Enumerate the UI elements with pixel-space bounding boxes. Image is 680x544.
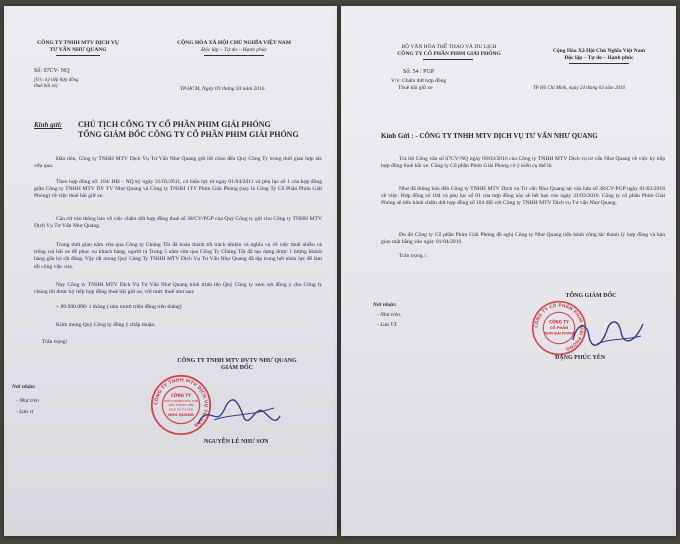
right-date-line: TP Hồ Chí Minh, ngày 24 tháng 03 năm 2016: [533, 86, 625, 91]
right-doc-number: Số: 54 / PGP: [403, 69, 435, 75]
right-signer-name: ĐẶNG PHÚC YÊN: [555, 355, 606, 361]
right-paragraph-2: Như đã thông báo đến Công ty TNHH MTV Dịch vụ Tư vấn Như Quang tại văn bản số 38/CV-PGP ngày 01/03/2016 về việc: Hợp đồng số 104 và phụ lục số 01 của hợp đồng này sẽ hết hạn vào ngày 31/03/2016. Công ty cổ phần Phim Giải Phóng sẽ tiến hành chấm dứt hợp đồng số 104 đối với Công ty TNHH MTV Dịch vụ Tư vấn Như Quang.: [381, 186, 665, 207]
left-nation-line2: Độc lập – Tự do – Hạnh phúc: [201, 46, 267, 53]
left-paragraph-4: Trong thời gian năm vừa qua Công ty Chúng Tôi đã hoàn thành tốt trách nhiệm và nghĩa vụ về việc thuê nhiều và trông coi bãi xe để phục vụ khách hàng, người ra Trung 5 năm vừa qua Công Ty Chúng Tôi đã tạo dựng được 1 lượng khách hàng gắn bó rất đông. Vậy rất mong Quý Công Ty TNHH MTV Dịch Vụ Tư Vấn Như Quang đã tập trung hết nhân lực để làm tốt công việc này.: [34, 242, 322, 270]
right-org-underline: [423, 59, 473, 60]
left-paragraph-1: Đầu tiên, Công ty TNHH MTV Dịch Vụ Tư Vấn Như Quang gửi lời chào đến Quý Công Ty trong thời gian hợp tác vừa qua.: [34, 156, 322, 170]
right-nation-underline: [569, 63, 629, 64]
right-stamp-inner-2: CỔ PHẦN: [549, 326, 569, 331]
right-noi-nhan-list: [377, 312, 401, 328]
left-paragraph-6: + 80.000.000/ 1 tháng ( tám mươi triệu đồng trên tháng): [56, 304, 182, 310]
left-paragraph-8: Trân trọng!: [42, 339, 68, 345]
left-org-underline: [56, 55, 100, 56]
left-nation-line1: CỘNG HÒA XÃ HỘI CHỦ NGHĨA VIỆT NAM: [177, 40, 291, 46]
right-noi-nhan-item-2: - Lưu VT.: [377, 321, 398, 328]
left-paragraph-2: Theo hợp đồng số: 104/ HĐ – NQ ký ngày 31/03/2011, có hiệu lực từ ngày 01/04/2011 và phụ lục số 1 của hợp đồng giữa Công ty TNHH MTV DV TV Như Quang và Công ty TNHH 1TV Phim Giải Phóng (nay là Công Ty Cổ Phần Phim Giải Phóng) về việc thuê bãi giữ xe.: [34, 179, 322, 200]
left-signer-name: NGUYỄN LÊ NHƯ SƠN: [204, 439, 269, 445]
right-paragraph-3: Do đó Công ty Cổ phần Phim Giải Phóng đề nghị Công ty Như Quang tiến hành công tác thanh lý hợp đồng và bàn giao mặt bằng vào ngày 01/04/2016.: [381, 232, 665, 246]
left-letter-page: [4, 6, 337, 536]
left-date-line: TP.HCM, Ngày 09 tháng 03 năm 2016: [180, 86, 265, 92]
right-org-header: [379, 44, 519, 57]
left-recipient-line1: CHỦ TỊCH CÔNG TY CỔ PHẦN PHIM GIẢI PHÓNG: [78, 120, 271, 129]
right-kinh-gui: Kính Gửi : - CÔNG TY TNHH MTV DỊCH VỤ TƯ VẤN NHƯ QUANG: [381, 132, 598, 140]
right-noi-nhan-item-1: - Như trên.: [377, 312, 402, 318]
left-nation-underline: [204, 55, 264, 56]
left-recipients: [78, 120, 328, 139]
right-signer-title: TỔNG GIÁM ĐỐC: [565, 293, 617, 299]
left-kinh-gui-label: Kính gửi:: [34, 121, 63, 129]
right-paragraph-4: Trân trọng./.: [399, 253, 427, 259]
right-stamp-inner-3: PHIM GIẢI PHÓNG: [543, 331, 575, 336]
left-noi-nhan-item-2: - Lưu vt: [16, 408, 34, 415]
left-doc-number: Số: 07CV- NQ: [34, 68, 70, 74]
left-signer-org: CÔNG TY TNHH MTV DVTV NHƯ QUANG: [177, 358, 297, 364]
right-stamp-ring-text: CÔNG TY CỔ PHẦN PHIM GIẢI PHÓNG: [534, 303, 584, 352]
left-stamp-inner-3: MỘT THÀNH VIÊN: [168, 403, 194, 408]
right-letter-page: [341, 6, 676, 536]
right-ministry-line: BỘ VĂN HÓA THỂ THAO VÀ DU LỊCH: [401, 44, 497, 50]
left-doc-subject-line1: (V/v: ký tiếp hợp đồng: [34, 78, 79, 83]
left-recipient-line2: TỔNG GIÁM ĐỐC CÔNG TY CỔ PHẦN PHIM GIẢI PHÓNG: [78, 129, 299, 139]
left-doc-subject: [34, 78, 114, 90]
left-signature: [194, 394, 284, 434]
left-stamp-inner-1: CÔNG TY: [170, 392, 192, 398]
left-doc-subject-line2: thuê bãi xe): [34, 84, 58, 90]
right-org-line: CÔNG TY CỔ PHẦN PHIM GIẢI PHÓNG: [397, 50, 501, 57]
left-signer-title: GIÁM ĐỐC: [221, 365, 253, 371]
right-nation-header: [529, 48, 669, 61]
left-noi-nhan-list: [16, 398, 39, 415]
right-nation-line2: Độc lập – Tự do – Hạnh phúc: [564, 54, 634, 61]
right-noi-nhan-label: Nơi nhận:: [373, 302, 397, 308]
left-org-line2: TƯ VẤN NHƯ QUANG: [49, 46, 107, 53]
left-paragraph-7: Kính mong Quý Công ty đồng ý chấp thuận.: [56, 322, 156, 328]
left-org-header: [18, 40, 138, 53]
right-doc-subject-line2: Thuê bãi giữ xe: [398, 84, 433, 91]
left-stamp-inner-4: DỊCH VỤ TƯ VẤN: [168, 407, 194, 412]
left-stamp-inner-2: TRÁCH NHIỆM HỮU HẠN: [163, 398, 199, 403]
left-paragraph-3: Căn cứ vào thông báo về việc chấm dứt hợp đồng thuê số 38/CV/PGP của Quý Công ty gửi cho Công ty TNHH MTV Dịch Vụ Tư Vấn Như Quang.: [34, 216, 322, 230]
right-signature: [567, 312, 647, 352]
right-doc-subject: [391, 78, 491, 91]
left-noi-nhan-label: Nơi nhận:: [12, 384, 36, 390]
right-nation-line1: Cộng Hòa Xã Hội Chủ Nghĩa Việt Nam: [552, 48, 646, 54]
left-stamp-ring-text: CÔNG TY TNHH MTV DỊCH VỤ TƯ VẤN: [154, 378, 208, 428]
left-noi-nhan-item-1: - Như trên: [16, 398, 39, 404]
left-nation-header: [144, 40, 324, 53]
right-stamp-inner-1: CÔNG TY: [549, 319, 569, 325]
left-signer-block: [144, 358, 330, 372]
right-doc-subject-line1: V/v: Chấm dứt hợp đồng: [391, 78, 447, 84]
left-stamp-inner-5: NHƯ QUANG: [168, 413, 194, 418]
left-paragraph-5: Nay Công ty TNHH MTV Dịch Vụ Tư Vấn Như Quang kính trình lên Quý Công ty xem xét đồng ý cho Công ty chúng tôi được ký tiếp hợp đồng thuê bãi giữ xe, với mức thuế như sau:: [34, 282, 322, 296]
right-paragraph-1: Trả lời Công văn số 07CV-NQ ngày 09/03/2016 của Công ty TNHH MTV Dịch vụ tư vấn Như Quang về việc ký tiếp hợp đồng thuê bãi xe. Công ty Cổ phần Phim Giải Phóng có ý kiến cụ thể là:: [381, 156, 665, 170]
left-org-line1: CÔNG TY TNHH MTV DỊCH VỤ: [37, 40, 119, 46]
